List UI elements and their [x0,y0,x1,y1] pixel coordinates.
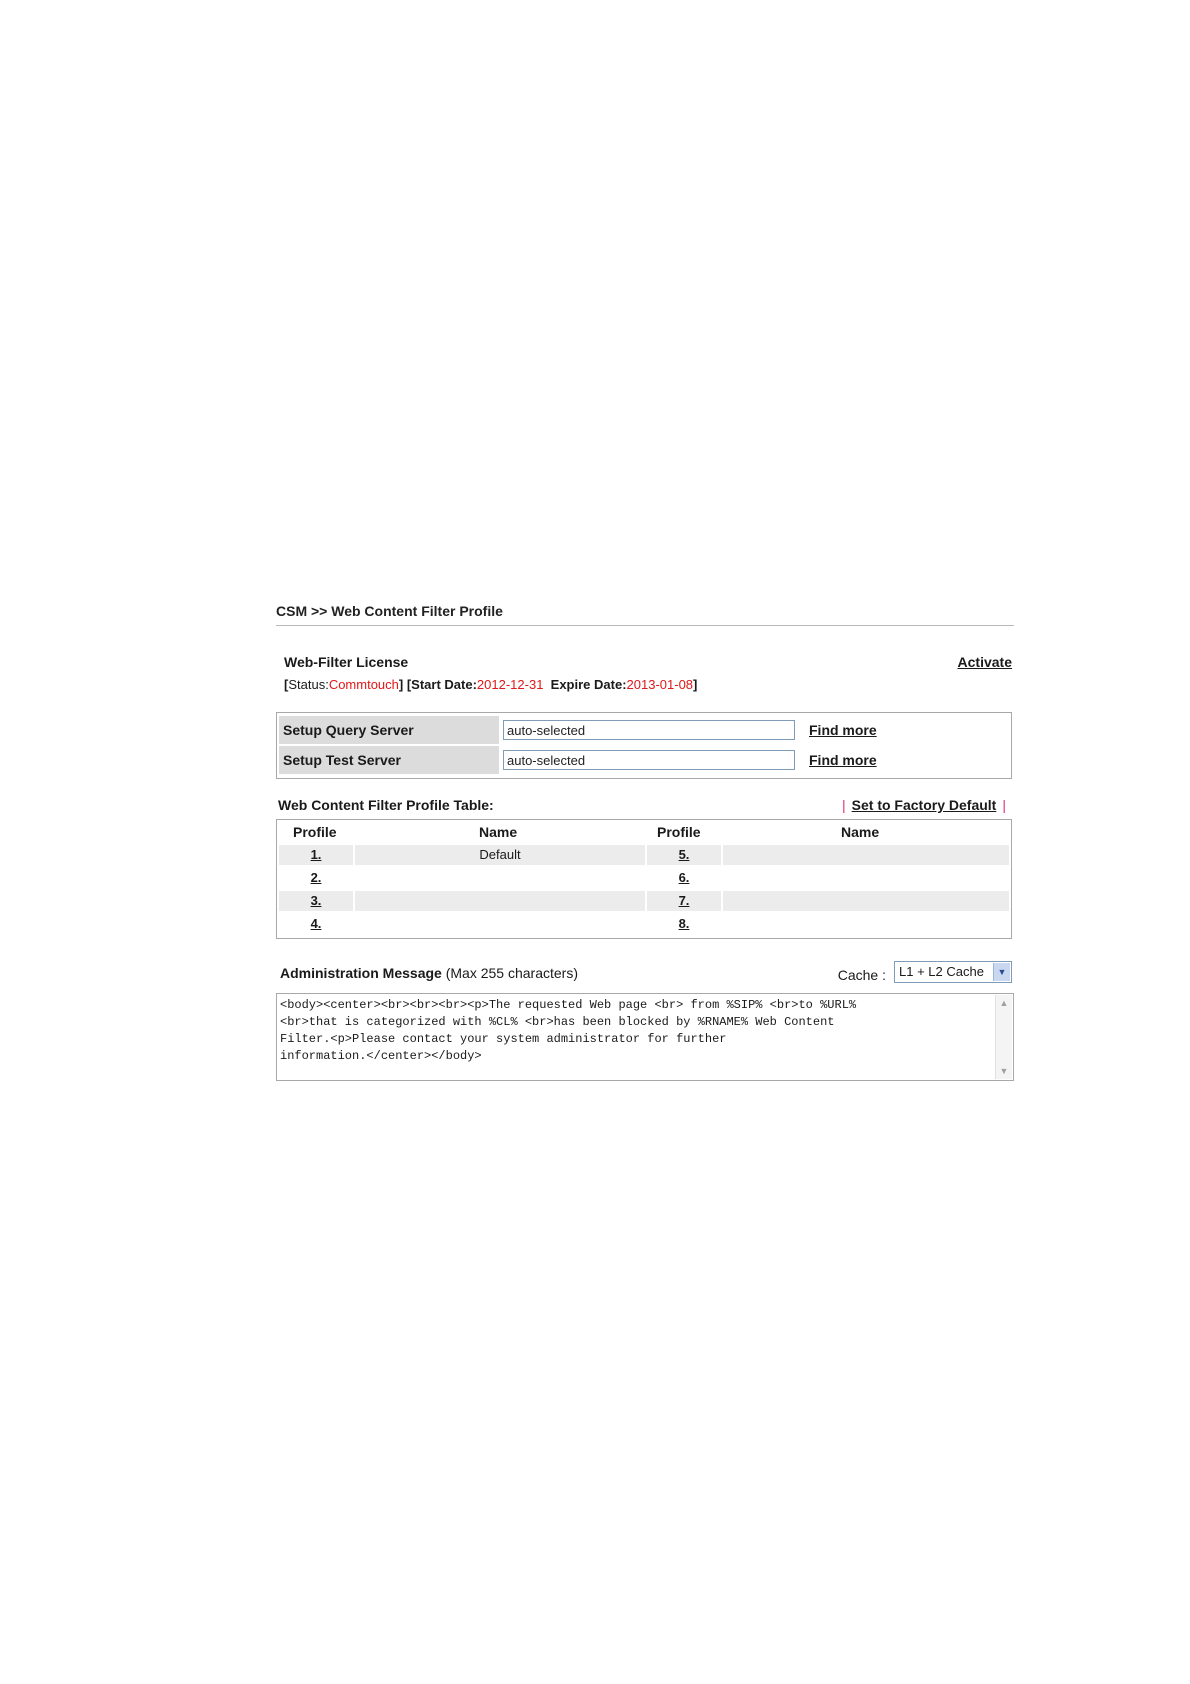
separator: | [842,797,846,813]
query-find-more-link[interactable]: Find more [809,722,877,738]
column-header-name: Name [479,824,518,840]
profile-link[interactable]: 7. [678,893,690,908]
start-date-value: 2012-12-31 [476,677,544,692]
profile-cell [647,891,721,911]
column-header-name: Name [841,824,880,840]
server-settings [276,712,1012,779]
cache-label: Cache : [837,967,886,983]
activate-link[interactable]: Activate [957,654,1012,670]
query-server-input[interactable] [503,720,795,740]
admin-message-title [280,965,578,981]
profile-name-cell [723,914,1009,934]
test-server-row [279,746,1009,774]
expire-date-value: 2013-01-08 [626,677,694,692]
license-header [276,654,1014,674]
column-header-profile: Profile [293,824,337,840]
table-row [279,868,1009,890]
table-row [279,891,1009,913]
profile-cell [279,914,353,934]
profile-name-cell [723,845,1009,865]
profile-name-cell [355,868,645,888]
status-label: Status: [288,677,329,692]
profile-link[interactable]: 6. [678,870,690,885]
divider [276,625,1014,626]
admin-subtitle: (Max 255 characters) [445,965,578,981]
chevron-down-icon[interactable]: ▼ [993,963,1010,981]
profile-name-cell [355,891,645,911]
expire-date-label: Expire Date: [550,677,627,692]
profile-name-cell [355,914,645,934]
profile-cell [279,845,353,865]
separator: | [1002,797,1006,813]
admin-title-text: Administration Message [280,965,442,981]
profile-cell [279,868,353,888]
profile-table-tools [836,797,1012,813]
arrow-down-icon[interactable]: ▼ [999,1066,1009,1076]
profile-name-cell: Default [355,845,645,865]
start-date-label: Start Date: [411,677,477,692]
profile-link[interactable]: 5. [678,847,690,862]
test-find-more-link[interactable]: Find more [809,752,877,768]
profile-cell [647,845,721,865]
profile-table-title: Web Content Filter Profile Table: [278,797,494,813]
cache-control [832,961,1012,985]
profile-name-cell [723,891,1009,911]
profile-table-header [276,795,1014,817]
profile-cell [279,891,353,911]
web-content-filter-panel [276,600,1014,1081]
arrow-up-icon[interactable]: ▲ [999,998,1009,1008]
test-server-input[interactable] [503,750,795,770]
license-status: [Status:Commtouch] [Start Date:2012-12-31 Expire Date:2013-01-08] [284,677,698,692]
profile-name-cell [723,868,1009,888]
query-server-row [279,716,1009,744]
cache-select[interactable] [894,961,1012,983]
status-value: Commtouch [328,677,399,692]
test-server-label: Setup Test Server [279,746,499,774]
profile-link[interactable]: 3. [310,893,322,908]
admin-message-text[interactable]: <body><center><br><br><br><p>The requested Web page <br> from %SIP% <br>to %URL% <br>that is categorized with %CL% <br>has been blocked by %RNAME% Web Content Filter.<p>Please contact your system administrator for further information.</center></body> [280,998,857,1063]
profile-link[interactable]: 4. [310,916,322,931]
query-server-label: Setup Query Server [279,716,499,744]
table-row [279,845,1009,867]
profile-cell [647,914,721,934]
factory-default-link[interactable]: Set to Factory Default [851,797,997,813]
profile-link[interactable]: 1. [310,847,322,862]
breadcrumb: CSM >> Web Content Filter Profile [276,603,503,619]
cache-selected-value: L1 + L2 Cache [899,964,984,979]
admin-message-header [276,961,1014,987]
admin-message-textarea[interactable] [276,993,1014,1081]
table-row [279,914,1009,936]
license-title: Web-Filter License [284,654,409,670]
profile-link[interactable]: 8. [678,916,690,931]
profile-cell [647,868,721,888]
profile-table [276,819,1012,939]
scrollbar[interactable] [995,995,1012,1079]
profile-link[interactable]: 2. [310,870,322,885]
column-header-profile: Profile [657,824,701,840]
